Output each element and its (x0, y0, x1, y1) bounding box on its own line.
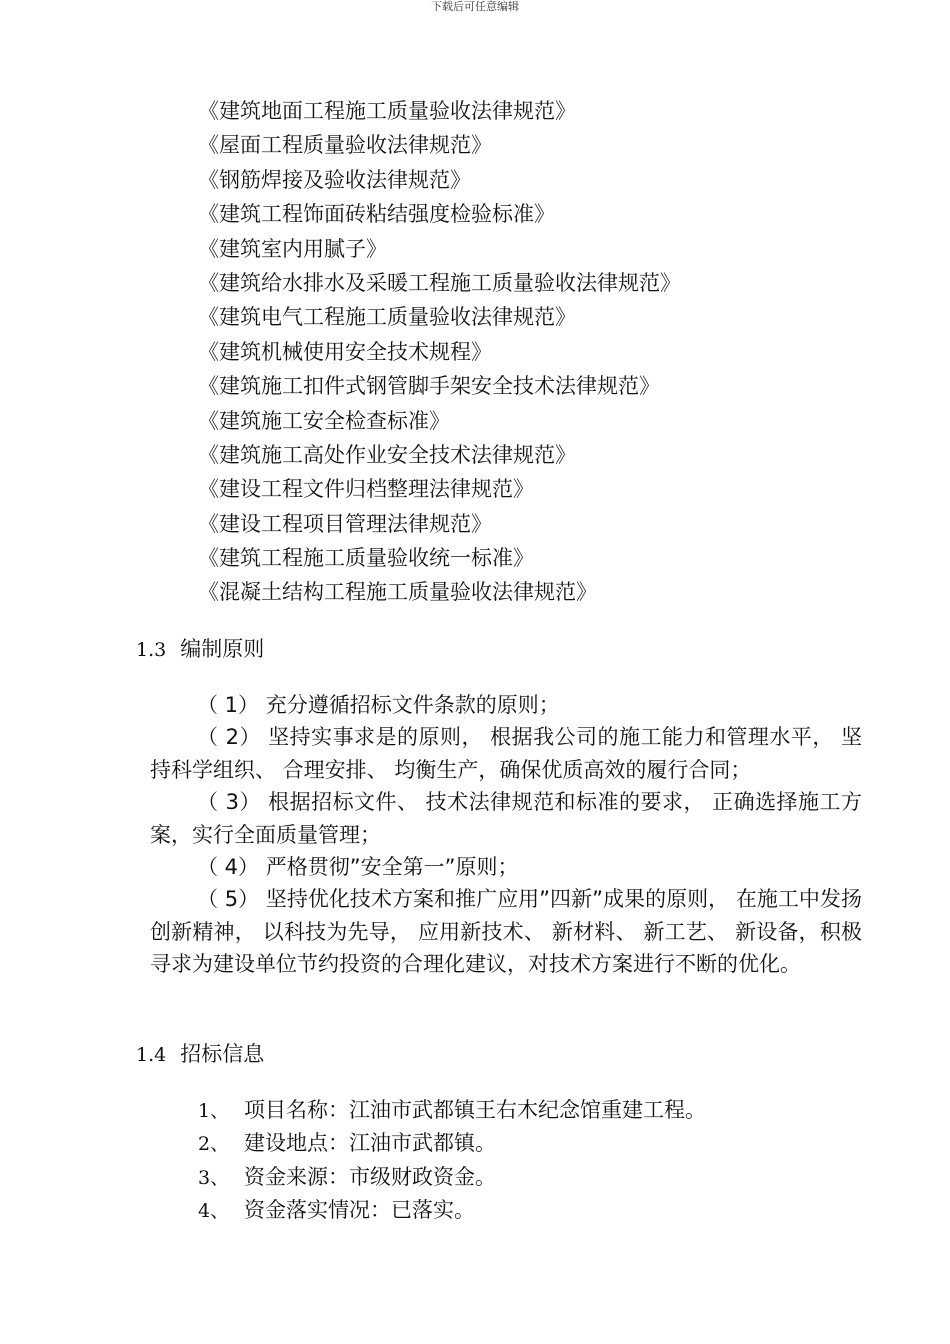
tender-info-item (198, 1194, 706, 1227)
section-heading-1-4 (136, 1039, 264, 1070)
standard-item: 《建设工程项目管理法律规范》 (198, 511, 492, 536)
standard-item: 《建筑室内用腻子》 (198, 236, 387, 261)
item-text: 项目名称：江油市武都镇王右木纪念馆重建工程。 (244, 1098, 706, 1122)
item-index: 3、 (198, 1166, 230, 1189)
standard-item: 《建筑施工安全检查标准》 (198, 408, 450, 433)
standard-item: 《建筑机械使用安全技术规程》 (198, 339, 492, 364)
section-number: 1.4 (136, 1044, 167, 1066)
standard-item: 《建筑施工高处作业安全技术法律规范》 (198, 442, 576, 467)
tender-info-item (198, 1094, 706, 1127)
standard-item: 《建筑工程饰面砖粘结强度检验标准》 (198, 202, 555, 227)
principles-body (150, 689, 862, 981)
tender-info-list (198, 1094, 706, 1227)
item-index: 4、 (198, 1199, 230, 1222)
tender-info-item (198, 1127, 706, 1160)
principle-paragraph: （ 3） 根据招标文件、 技术法律规范和标准的要求， 正确选择施工方案，实行全面质量管理； (150, 790, 862, 847)
principle-paragraph: （ 2） 坚持实事求是的原则， 根据我公司的施工能力和管理水平， 坚持科学组织、 合理安排、 均衡生产，确保优质高效的履行合同； (150, 725, 862, 782)
tender-info-item (198, 1161, 706, 1194)
standard-item: 《建筑施工扣件式钢管脚手架安全技术法律规范》 (198, 374, 660, 399)
principle-paragraph: （ 4） 严格贯彻”安全第一”原则； (197, 855, 519, 880)
principle-paragraph: （ 5） 坚持优化技术方案和推广应用”四新”成果的原则， 在施工中发扬创新精神， 以科技为先导， 应用新技术、 新材料、 新工艺、 新设备，积极寻求为建设单位节约投资的合理化建议，对技术方案进行不断的优化。 (150, 887, 862, 977)
item-index: 2、 (198, 1133, 230, 1156)
section-title: 招标信息 (180, 1042, 265, 1066)
page-header-note: 下载后可任意编辑 (431, 0, 519, 13)
section-title: 编制原则 (180, 637, 265, 661)
item-text: 资金落实情况：已落实。 (244, 1197, 475, 1222)
standard-item: 《建筑工程施工质量验收统一标准》 (198, 546, 534, 571)
standard-item: 《混凝土结构工程施工质量验收法律规范》 (198, 580, 597, 605)
standards-list (198, 94, 681, 610)
standard-item: 《建筑地面工程施工质量验收法律规范》 (198, 99, 576, 123)
standard-item: 《建筑电气工程施工质量验收法律规范》 (198, 305, 576, 330)
standard-item: 《钢筋焊接及验收法律规范》 (198, 167, 471, 192)
item-text: 资金来源：市级财政资金。 (244, 1164, 496, 1189)
standard-item: 《屋面工程质量验收法律规范》 (198, 133, 492, 158)
item-index: 1、 (198, 1100, 230, 1122)
principle-paragraph: （ 1） 充分遵循招标文件条款的原则； (197, 693, 560, 717)
standard-item: 《建设工程文件归档整理法律规范》 (198, 477, 534, 502)
item-text: 建设地点：江油市武都镇。 (244, 1131, 496, 1156)
section-heading-1-3 (136, 634, 264, 665)
section-number: 1.3 (136, 639, 167, 661)
standard-item: 《建筑给水排水及采暖工程施工质量验收法律规范》 (198, 270, 681, 295)
